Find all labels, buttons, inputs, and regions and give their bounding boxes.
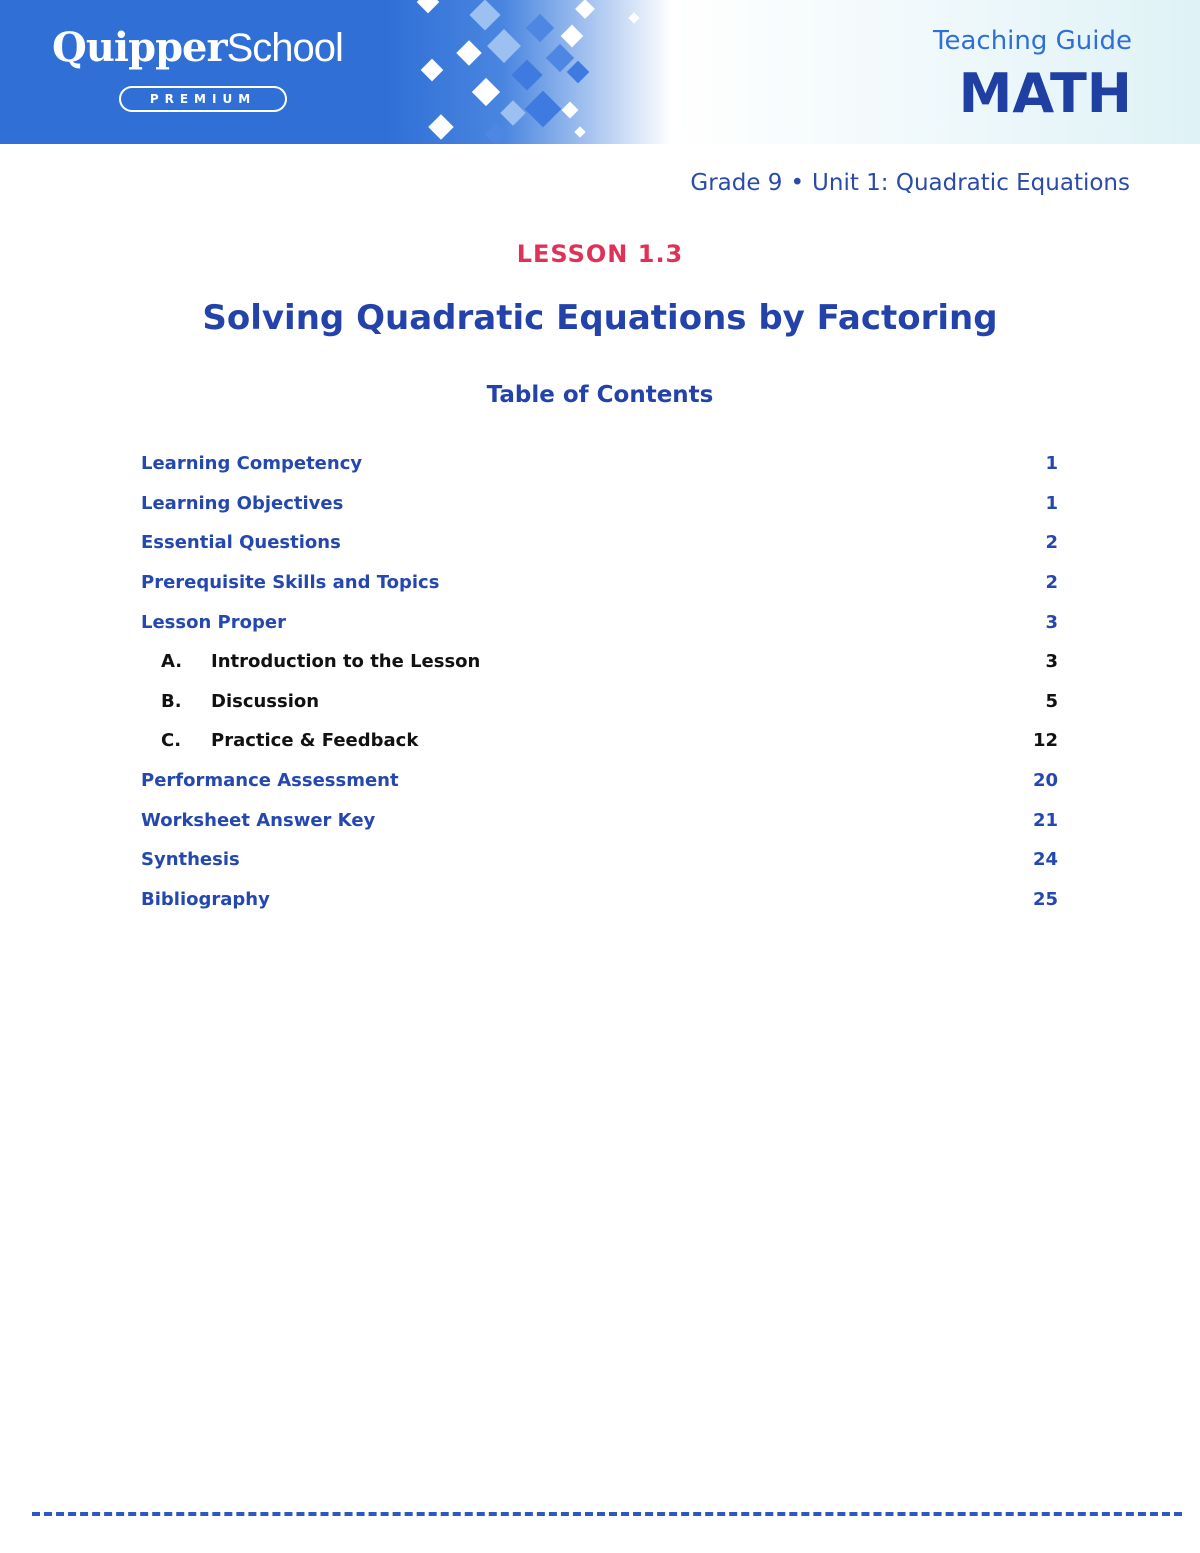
toc-entry[interactable]: [141, 523, 1058, 563]
toc-entry-page: 24: [1032, 849, 1058, 871]
toc-entry[interactable]: [141, 444, 1058, 484]
logo-light-text: School: [226, 26, 343, 70]
unit-text: Unit 1: Quadratic Equations: [812, 170, 1130, 196]
footer-dashed-divider: [32, 1512, 1182, 1516]
toc-entry-page: 2: [1045, 532, 1058, 554]
toc-entry-page: 1: [1045, 453, 1058, 475]
toc-entry[interactable]: [141, 800, 1058, 840]
toc-entry-label: Worksheet Answer Key: [141, 809, 376, 831]
toc-entry-page: 1: [1045, 492, 1058, 514]
toc-entry-label: Lesson Proper: [141, 611, 286, 633]
toc-entry-label: Prerequisite Skills and Topics: [141, 572, 440, 594]
toc-subentry-left: [161, 730, 418, 751]
table-of-contents: [141, 444, 1058, 919]
toc-entry[interactable]: [141, 761, 1058, 801]
toc-entry-page: 25: [1032, 888, 1058, 910]
toc-entry[interactable]: [141, 602, 1058, 642]
quipper-school-logo: [52, 24, 343, 71]
teaching-guide-label: Teaching Guide: [933, 26, 1132, 56]
toc-entry[interactable]: [141, 563, 1058, 603]
toc-entry-label: Essential Questions: [141, 532, 341, 554]
toc-entry-label: Learning Objectives: [141, 492, 344, 514]
toc-subentry-letter: B.: [161, 690, 182, 712]
premium-badge: PREMIUM: [119, 86, 287, 112]
toc-entry-label: Performance Assessment: [141, 770, 399, 792]
toc-entry-page: 3: [1045, 611, 1058, 633]
grade-unit-line: [690, 170, 1130, 196]
toc-heading: Table of Contents: [486, 382, 714, 408]
toc-entry[interactable]: [141, 880, 1058, 920]
toc-subentry-label: Discussion: [211, 690, 320, 712]
toc-entry-page: 12: [1032, 730, 1058, 752]
toc-entry-label: Bibliography: [141, 888, 270, 910]
logo-bold-text: Quipper: [52, 24, 227, 71]
toc-subentry-left: [161, 651, 480, 672]
toc-subentry-label: Practice & Feedback: [211, 730, 419, 752]
toc-subentry[interactable]: [141, 642, 1058, 682]
toc-entry[interactable]: [141, 840, 1058, 880]
toc-entry-page: 20: [1032, 770, 1058, 792]
toc-subentry-label: Introduction to the Lesson: [211, 651, 481, 673]
toc-subentry[interactable]: [141, 682, 1058, 722]
toc-entry[interactable]: [141, 484, 1058, 524]
subject-title: MATH: [958, 62, 1132, 125]
lesson-number: LESSON 1.3: [516, 240, 684, 268]
toc-entry-page: 3: [1045, 651, 1058, 673]
toc-entry-page: 2: [1045, 572, 1058, 594]
toc-subentry-left: [161, 691, 319, 712]
toc-subentry[interactable]: [141, 721, 1058, 761]
diamond-pattern-decoration: [400, 0, 660, 144]
toc-entry-label: Learning Competency: [141, 453, 363, 475]
page-header: [0, 0, 1200, 144]
separator-dot: •: [790, 170, 805, 196]
toc-entry-page: 21: [1032, 809, 1058, 831]
lesson-title: Solving Quadratic Equations by Factoring: [202, 298, 998, 338]
toc-entry-label: Synthesis: [141, 849, 240, 871]
grade-text: Grade 9: [690, 170, 783, 196]
toc-entry-page: 5: [1045, 690, 1058, 712]
toc-subentry-letter: A.: [161, 651, 183, 673]
toc-subentry-letter: C.: [161, 730, 182, 752]
